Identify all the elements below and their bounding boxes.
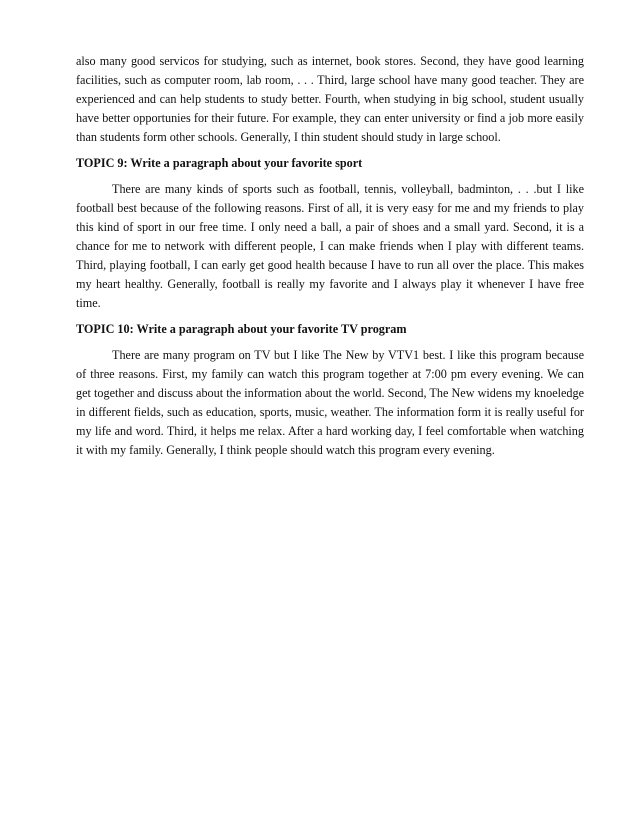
topic-9-heading: TOPIC 9: Write a paragraph about your favorite sport <box>76 156 363 170</box>
document-page <box>76 52 584 460</box>
topic-9-paragraph: There are many kinds of sports such as football, tennis, volleyball, badminton, . . .but I like football best because of the following reasons. First of all, it is very easy for me and my friends to play this kind of sport in our free time. I only need a ball, a pair of shoes and a small yard. Second, it is a chance for me to network with different people, I can make friends when I play with different teams. Third, playing football, I can early get good health because I have to run all over the place. This makes my heart healthy. Generally, football is really my favorite and I always play it whenever I have free time. <box>76 182 584 310</box>
topic-10-heading: TOPIC 10: Write a paragraph about your favorite TV program <box>76 322 407 336</box>
intro-paragraph: also many good servicos for studying, such as internet, book stores. Second, they have good learning facilities, such as computer room, lab room, . . . Third, large school have many good teacher. They are experienced and can help students to study better. Fourth, when studying in big school, student usually have better opportunies for their future. For example, they can enter university or find a job more easily than students form other schools. Generally, I thin student should study in large school. <box>76 54 584 144</box>
topic-10-paragraph: There are many program on TV but I like The New by VTV1 best. I like this program because of three reasons. First, my family can watch this program together at 7:00 pm every evening. We can get together and discuss about the information about the world. Second, The New widens my knoeledge in different fields, such as education, sports, music, weather. The information form it is really useful for my life and word. Third, it helps me relax. After a hard working day, I feel comfortable when watching it with my family. Generally, I think people should watch this program every evening. <box>76 348 584 457</box>
